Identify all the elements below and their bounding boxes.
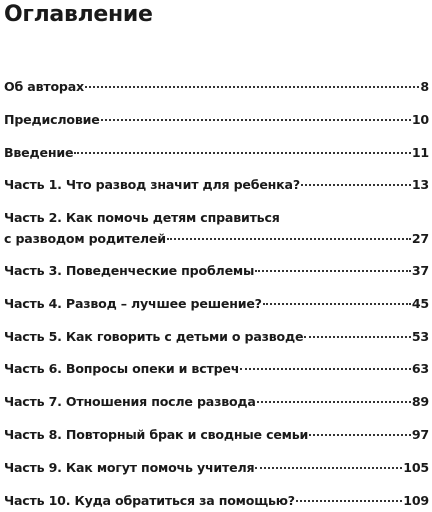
toc-entry-page: 109	[403, 492, 429, 508]
toc-entry-page: 45	[411, 295, 429, 311]
dot-leader	[240, 368, 411, 370]
toc-entry-page: 97	[411, 426, 429, 442]
toc-entry-page: 8	[420, 79, 429, 94]
toc-entry-page: 53	[411, 328, 429, 344]
dot-leader	[167, 238, 411, 240]
toc-entry-title: Часть 4. Развод – лучшее решение?	[4, 295, 262, 311]
toc-entry-title: Часть 6. Вопросы опеки и встреч	[4, 361, 240, 377]
toc-entry-page: 27	[411, 231, 429, 247]
toc-entry-page: 37	[411, 262, 429, 278]
toc-entry-title: Предисловие	[4, 111, 100, 127]
toc-entry-part-9[interactable]	[4, 457, 429, 479]
toc-entry-page: 63	[411, 361, 429, 377]
toc-entry-title: Часть 7. Отношения после развода	[4, 394, 256, 410]
toc-list	[4, 76, 429, 512]
toc-entry-page: 10	[411, 111, 429, 127]
toc-entry-part-2[interactable]	[4, 207, 429, 249]
toc-entry-part-1[interactable]	[4, 174, 429, 196]
dot-leader	[296, 500, 402, 502]
toc-entry-title: Введение	[4, 144, 74, 160]
dot-leader	[74, 152, 411, 154]
toc-entry-part-8[interactable]	[4, 424, 429, 446]
toc-entry-title: Часть 1. Что развод значит для ребенка?	[4, 177, 300, 193]
dot-leader	[255, 270, 411, 272]
toc-entry-part-10[interactable]	[4, 490, 429, 512]
dot-leader	[257, 401, 411, 403]
dot-leader	[309, 434, 411, 436]
toc-entry-title: Часть 5. Как говорить с детьми о разводе	[4, 328, 304, 344]
dot-leader	[255, 467, 402, 469]
toc-entry-page: 89	[411, 394, 429, 410]
toc-entry-title: Часть 10. Куда обратиться за помощью?	[4, 492, 295, 508]
dot-leader	[304, 336, 411, 338]
toc-entry-part-6[interactable]	[4, 358, 429, 380]
toc-entry-introduction[interactable]	[4, 142, 429, 164]
dot-leader	[301, 184, 411, 186]
page-title: Оглавление	[4, 2, 153, 27]
toc-entry-about-authors[interactable]	[4, 76, 429, 98]
dot-leader	[101, 119, 411, 121]
dot-leader	[263, 303, 411, 305]
toc-entry-part-5[interactable]	[4, 326, 429, 348]
toc-entry-title: Часть 3. Поведенческие проблемы	[4, 262, 255, 278]
toc-entry-title-line-1: Часть 2. Как помочь детям справиться	[4, 210, 280, 226]
toc-entry-title: Об авторах	[4, 79, 84, 94]
toc-entry-title: Часть 9. Как могут помочь учителя	[4, 459, 255, 475]
toc-entry-part-7[interactable]	[4, 391, 429, 413]
toc-entry-page: 11	[411, 144, 429, 160]
toc-entry-part-3[interactable]	[4, 260, 429, 282]
toc-entry-preface[interactable]	[4, 109, 429, 131]
toc-entry-part-4[interactable]	[4, 293, 429, 315]
toc-entry-page: 105	[403, 459, 429, 475]
toc-entry-page: 13	[411, 177, 429, 193]
dot-leader	[85, 86, 419, 88]
toc-entry-title-line-2: с разводом родителей	[4, 231, 166, 247]
toc-entry-title: Часть 8. Повторный брак и сводные семьи	[4, 426, 309, 442]
